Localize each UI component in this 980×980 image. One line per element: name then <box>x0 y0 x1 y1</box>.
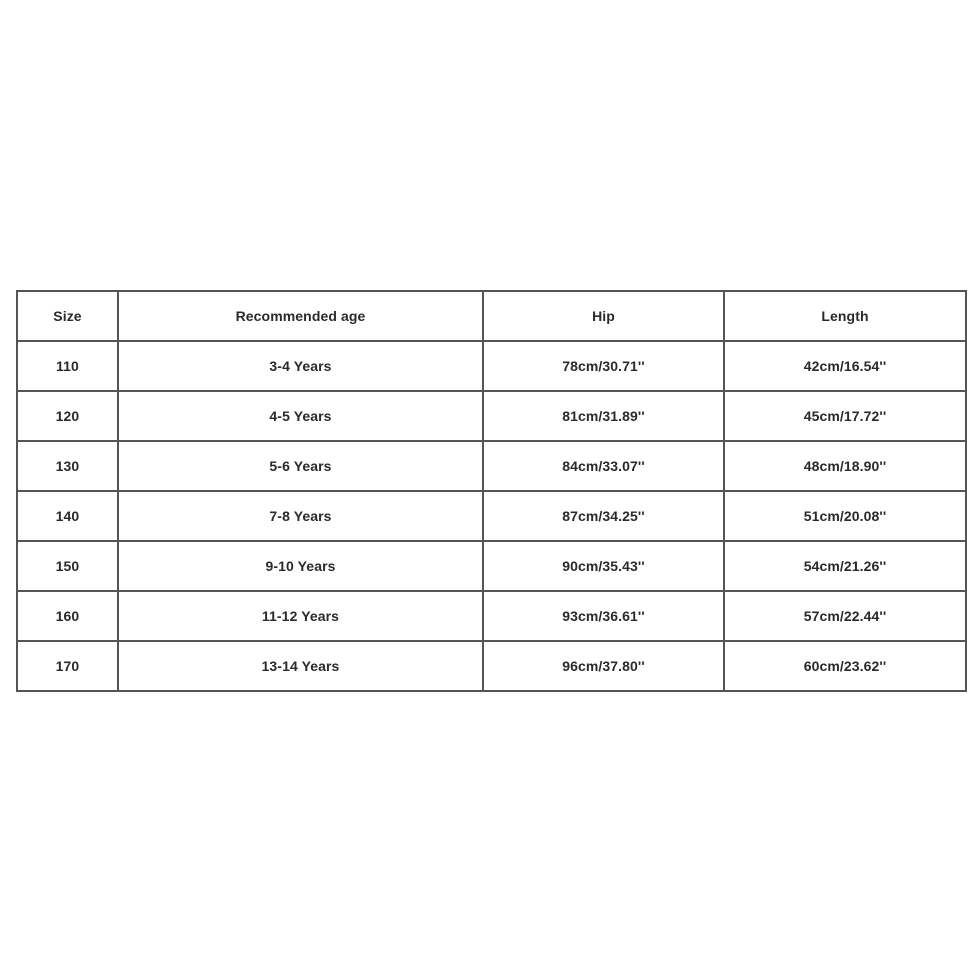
table-row <box>17 441 966 491</box>
table-row <box>17 591 966 641</box>
size-chart-table <box>16 290 967 692</box>
cell-length: 57cm/22.44'' <box>724 591 966 641</box>
table-row <box>17 541 966 591</box>
cell-hip: 81cm/31.89'' <box>483 391 724 441</box>
cell-age: 5-6 Years <box>118 441 483 491</box>
cell-hip: 90cm/35.43'' <box>483 541 724 591</box>
cell-hip: 87cm/34.25'' <box>483 491 724 541</box>
cell-age: 11-12 Years <box>118 591 483 641</box>
cell-size: 130 <box>17 441 118 491</box>
table-header-row <box>17 291 966 341</box>
cell-hip: 96cm/37.80'' <box>483 641 724 691</box>
header-length: Length <box>724 291 966 341</box>
cell-length: 48cm/18.90'' <box>724 441 966 491</box>
cell-age: 3-4 Years <box>118 341 483 391</box>
cell-hip: 78cm/30.71'' <box>483 341 724 391</box>
cell-hip: 93cm/36.61'' <box>483 591 724 641</box>
table-row <box>17 341 966 391</box>
table-row <box>17 641 966 691</box>
cell-length: 60cm/23.62'' <box>724 641 966 691</box>
cell-age: 4-5 Years <box>118 391 483 441</box>
cell-length: 51cm/20.08'' <box>724 491 966 541</box>
header-recommended-age: Recommended age <box>118 291 483 341</box>
cell-size: 150 <box>17 541 118 591</box>
cell-age: 7-8 Years <box>118 491 483 541</box>
cell-hip: 84cm/33.07'' <box>483 441 724 491</box>
header-hip: Hip <box>483 291 724 341</box>
cell-length: 54cm/21.26'' <box>724 541 966 591</box>
cell-size: 120 <box>17 391 118 441</box>
cell-age: 9-10 Years <box>118 541 483 591</box>
cell-length: 45cm/17.72'' <box>724 391 966 441</box>
table-row <box>17 391 966 441</box>
table-row <box>17 491 966 541</box>
cell-size: 140 <box>17 491 118 541</box>
cell-size: 110 <box>17 341 118 391</box>
header-size: Size <box>17 291 118 341</box>
cell-size: 160 <box>17 591 118 641</box>
cell-size: 170 <box>17 641 118 691</box>
cell-length: 42cm/16.54'' <box>724 341 966 391</box>
cell-age: 13-14 Years <box>118 641 483 691</box>
